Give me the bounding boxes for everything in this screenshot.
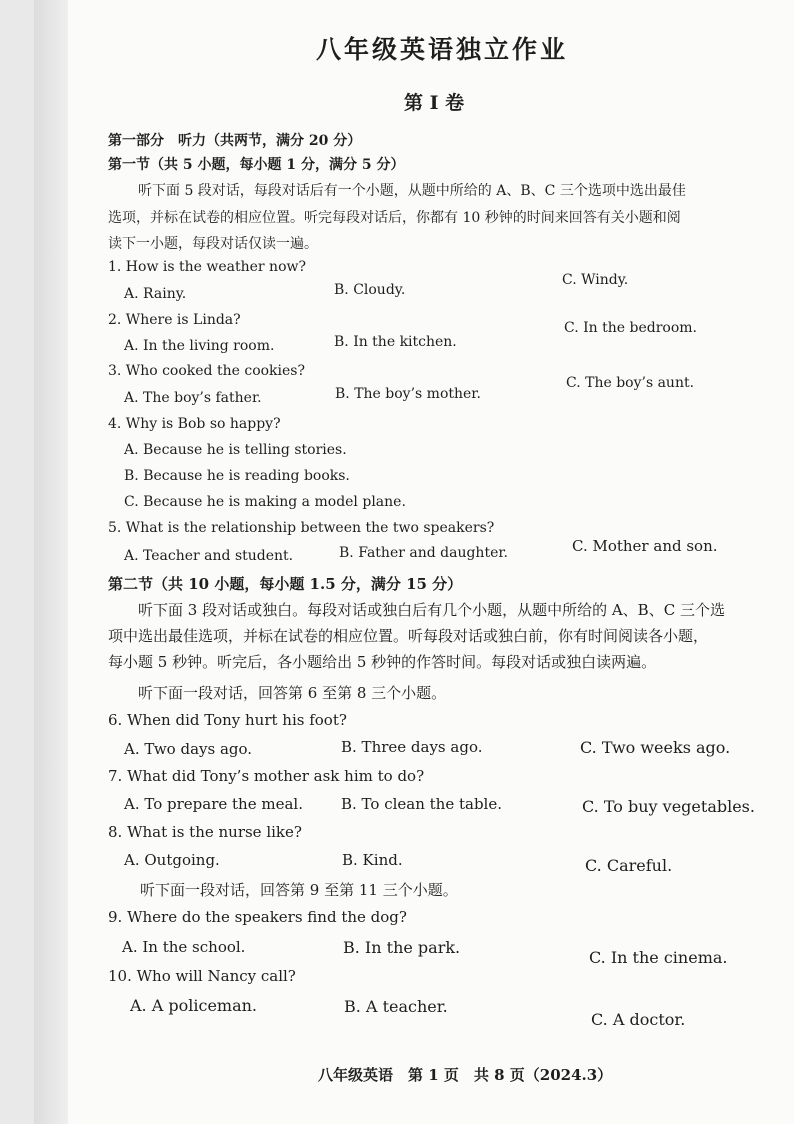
- option-c: C. Careful.: [585, 856, 673, 875]
- option-c: C. Windy.: [562, 272, 629, 288]
- option-b: B. Because he is reading books.: [124, 468, 350, 484]
- question-stem: 1. How is the weather now?: [108, 259, 306, 275]
- section1-heading: 第一节（共 5 小题，每小题 1 分，满分 5 分）: [108, 157, 405, 173]
- option-a: A. A policeman.: [130, 996, 258, 1015]
- option-a: A. Two days ago.: [124, 740, 253, 758]
- dialog-instruction: 听下面一段对话，回答第 9 至第 11 三个小题。: [140, 881, 458, 899]
- option-c: C. Two weeks ago.: [580, 738, 731, 757]
- section2-instruction: 听下面 3 段对话或独白。每段对话或独白后有几个小题，从题中所给的 A、B、C 三个选: [138, 601, 725, 619]
- option-a: A. In the living room.: [124, 338, 275, 354]
- question-stem: 2. Where is Linda?: [108, 312, 241, 328]
- question-stem: 8. What is the nurse like?: [108, 823, 302, 841]
- section2-instruction: 项中选出最佳选项，并标在试卷的相应位置。听每段对话或独白前，你有时间阅读各小题，: [108, 627, 709, 645]
- dialog-instruction: 听下面一段对话，回答第 6 至第 8 三个小题。: [138, 684, 447, 702]
- option-b: B. A teacher.: [344, 997, 448, 1016]
- question-stem: 10. Who will Nancy call?: [108, 967, 296, 985]
- option-b: B. In the park.: [343, 938, 461, 957]
- volume-label: 第 I 卷: [404, 92, 465, 114]
- option-a: A. In the school.: [122, 938, 246, 956]
- option-a: A. To prepare the meal.: [124, 795, 303, 813]
- option-c: C. In the cinema.: [589, 948, 728, 967]
- section1-instruction: 读下一小题，每段对话仅读一遍。: [108, 236, 318, 252]
- option-b: B. Three days ago.: [341, 738, 483, 756]
- question-stem: 4. Why is Bob so happy?: [108, 416, 281, 432]
- option-c: C. The boy’s aunt.: [566, 375, 695, 391]
- option-a: A. Rainy.: [124, 286, 187, 302]
- page-title: 八年级英语独立作业: [316, 35, 569, 64]
- option-b: B. Cloudy.: [334, 282, 406, 298]
- scan-edge: [34, 0, 68, 1124]
- option-c: C. Because he is making a model plane.: [124, 494, 406, 510]
- question-stem: 3. Who cooked the cookies?: [108, 363, 305, 379]
- question-stem: 6. When did Tony hurt his foot?: [108, 711, 347, 729]
- option-a: A. Because he is telling stories.: [124, 442, 347, 458]
- option-a: A. Outgoing.: [124, 851, 220, 869]
- question-stem: 9. Where do the speakers find the dog?: [108, 908, 407, 926]
- section2-instruction: 每小题 5 秒钟。听完后，各小题给出 5 秒钟的作答时间。每段对话或独白读两遍。: [108, 653, 657, 671]
- option-b: B. To clean the table.: [341, 795, 502, 813]
- section2-heading: 第二节（共 10 小题，每小题 1.5 分，满分 15 分）: [108, 575, 463, 593]
- option-c: C. In the bedroom.: [564, 320, 697, 336]
- option-c: C. Mother and son.: [572, 537, 718, 555]
- question-stem: 5. What is the relationship between the two speakers?: [108, 520, 495, 536]
- option-a: A. The boy’s father.: [124, 390, 262, 406]
- option-a: A. Teacher and student.: [124, 548, 294, 564]
- part1-heading: 第一部分 听力（共两节，满分 20 分）: [108, 133, 362, 149]
- option-b: B. In the kitchen.: [334, 334, 457, 350]
- option-b: B. Father and daughter.: [339, 545, 508, 561]
- option-c: C. To buy vegetables.: [582, 797, 755, 816]
- question-stem: 7. What did Tony’s mother ask him to do?: [108, 767, 425, 785]
- option-c: C. A doctor.: [591, 1010, 686, 1029]
- section1-instruction: 选项，并标在试卷的相应位置。听完每段对话后，你都有 10 秒钟的时间来回答有关小题和阅: [108, 210, 681, 226]
- option-b: B. The boy’s mother.: [335, 386, 481, 402]
- page-footer: 八年级英语 第 1 页 共 8 页（2024.3）: [318, 1066, 613, 1084]
- option-b: B. Kind.: [342, 851, 403, 869]
- section1-instruction: 听下面 5 段对话，每段对话后有一个小题，从题中所给的 A、B、C 三个选项中选出最佳: [138, 183, 686, 199]
